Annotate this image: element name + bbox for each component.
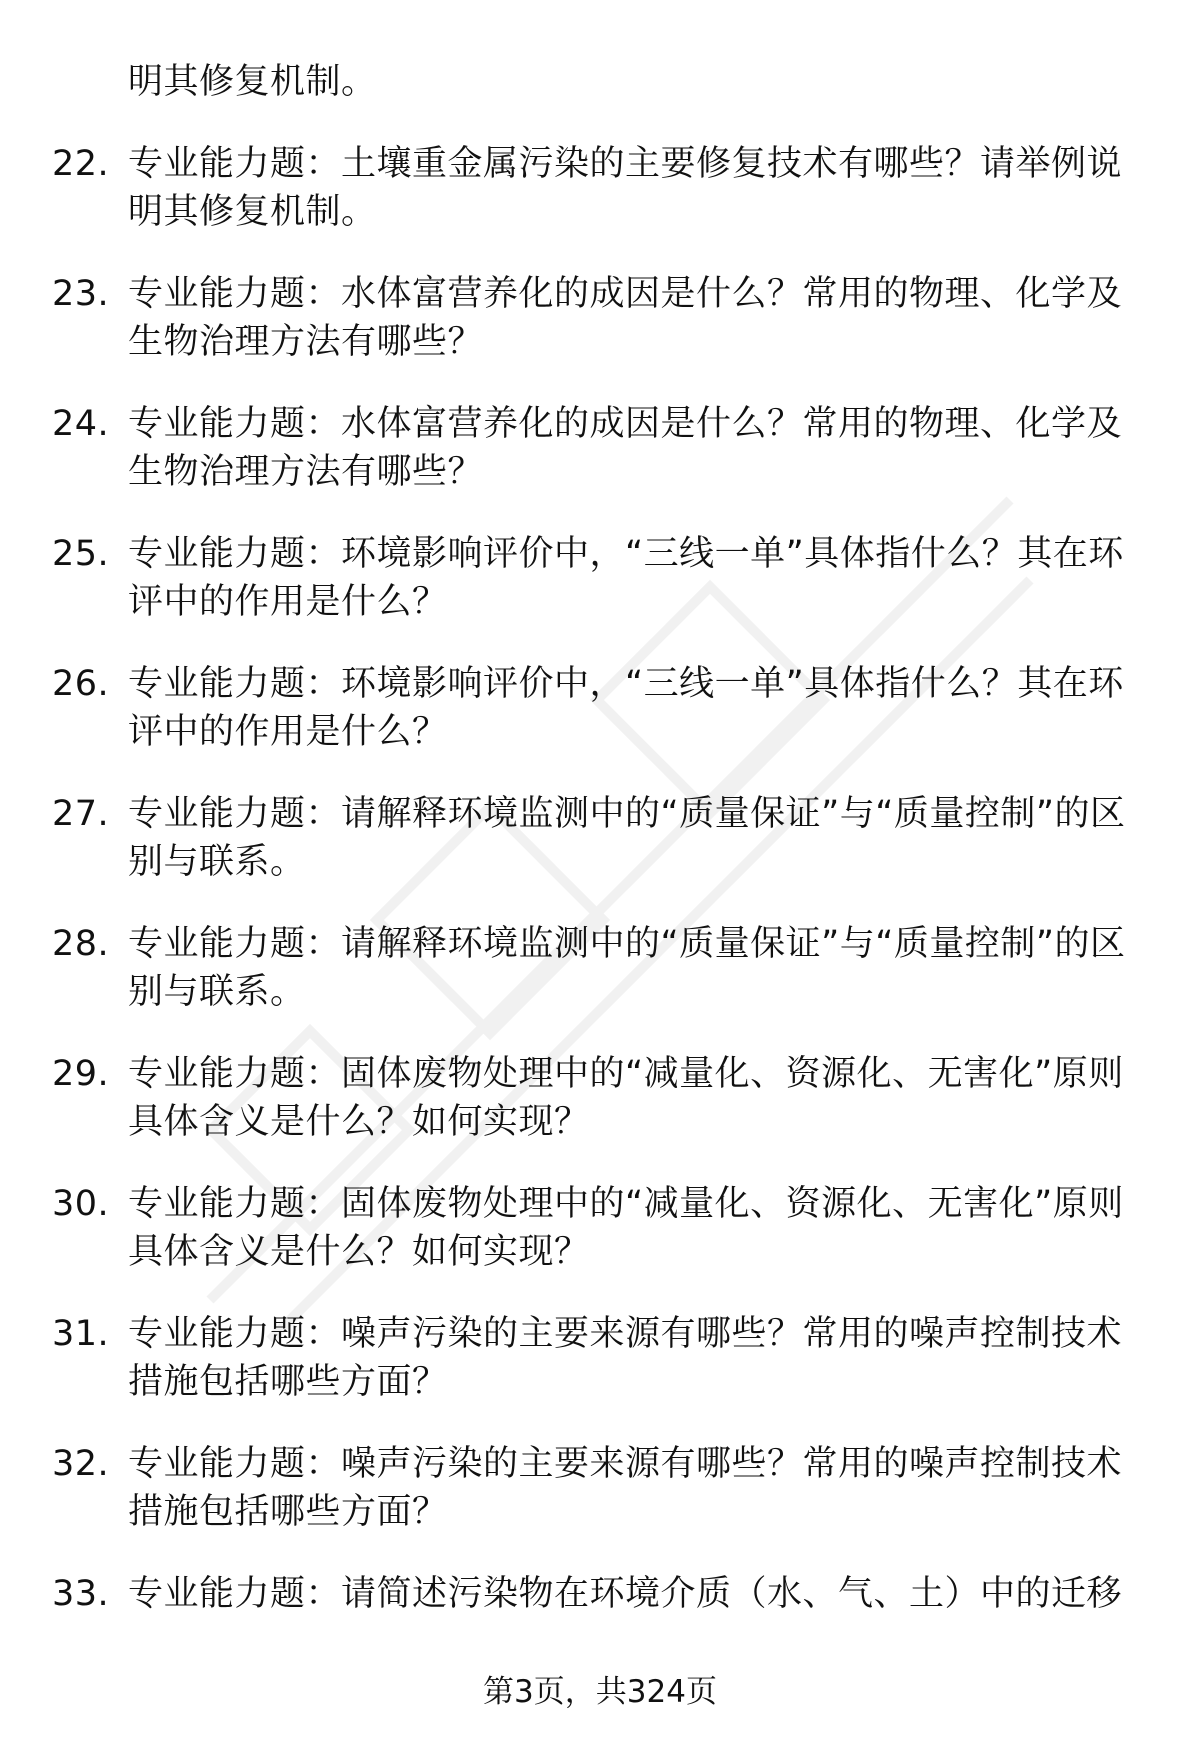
question-text: 专业能力题：请解释环境监测中的“质量保证”与“质量控制”的区别与联系。 <box>128 794 1126 882</box>
question-number: 29. <box>52 1054 110 1094</box>
question-number: 25. <box>52 534 110 574</box>
question-text: 专业能力题：环境影响评价中，“三线一单”具体指什么？其在环评中的作用是什么？ <box>128 664 1124 752</box>
question-item <box>52 140 1152 236</box>
question-item <box>52 790 1152 886</box>
question-number: 32. <box>52 1444 110 1484</box>
question-item <box>52 920 1152 1016</box>
question-item <box>52 1570 1152 1618</box>
question-content <box>52 58 1152 1618</box>
question-text: 专业能力题：请解释环境监测中的“质量保证”与“质量控制”的区别与联系。 <box>128 924 1126 1012</box>
continuation-text: 明其修复机制。 <box>128 62 377 102</box>
question-text: 专业能力题：土壤重金属污染的主要修复技术有哪些？请举例说明其修复机制。 <box>128 144 1123 232</box>
question-number: 30. <box>52 1184 110 1224</box>
question-number: 33. <box>52 1574 110 1614</box>
question-number: 24. <box>52 404 110 444</box>
question-item <box>52 1310 1152 1406</box>
question-text: 专业能力题：噪声污染的主要来源有哪些？常用的噪声控制技术措施包括哪些方面？ <box>128 1314 1123 1402</box>
question-item <box>52 1050 1152 1146</box>
question-item <box>52 1180 1152 1276</box>
question-item <box>52 530 1152 626</box>
question-item <box>52 1440 1152 1536</box>
page-footer: 第3页，共324页 <box>483 1674 717 1710</box>
question-text: 专业能力题：固体废物处理中的“减量化、资源化、无害化”原则具体含义是什么？如何实现？ <box>128 1054 1124 1142</box>
question-number: 27. <box>52 794 110 834</box>
question-number: 23. <box>52 274 110 314</box>
question-item <box>52 270 1152 366</box>
question-item <box>52 660 1152 756</box>
question-text: 专业能力题：固体废物处理中的“减量化、资源化、无害化”原则具体含义是什么？如何实现？ <box>128 1184 1124 1272</box>
question-text: 专业能力题：水体富营养化的成因是什么？常用的物理、化学及生物治理方法有哪些？ <box>128 404 1123 492</box>
question-number: 31. <box>52 1314 110 1354</box>
question-number: 22. <box>52 144 110 184</box>
question-text: 专业能力题：水体富营养化的成因是什么？常用的物理、化学及生物治理方法有哪些？ <box>128 274 1123 362</box>
question-number: 28. <box>52 924 110 964</box>
question-list <box>52 140 1152 1618</box>
question-text: 专业能力题：环境影响评价中，“三线一单”具体指什么？其在环评中的作用是什么？ <box>128 534 1124 622</box>
question-number: 26. <box>52 664 110 704</box>
question-text: 专业能力题：请简述污染物在环境介质（水、气、土）中的迁移 <box>128 1574 1123 1614</box>
question-item <box>52 400 1152 496</box>
question-text: 专业能力题：噪声污染的主要来源有哪些？常用的噪声控制技术措施包括哪些方面？ <box>128 1444 1123 1532</box>
